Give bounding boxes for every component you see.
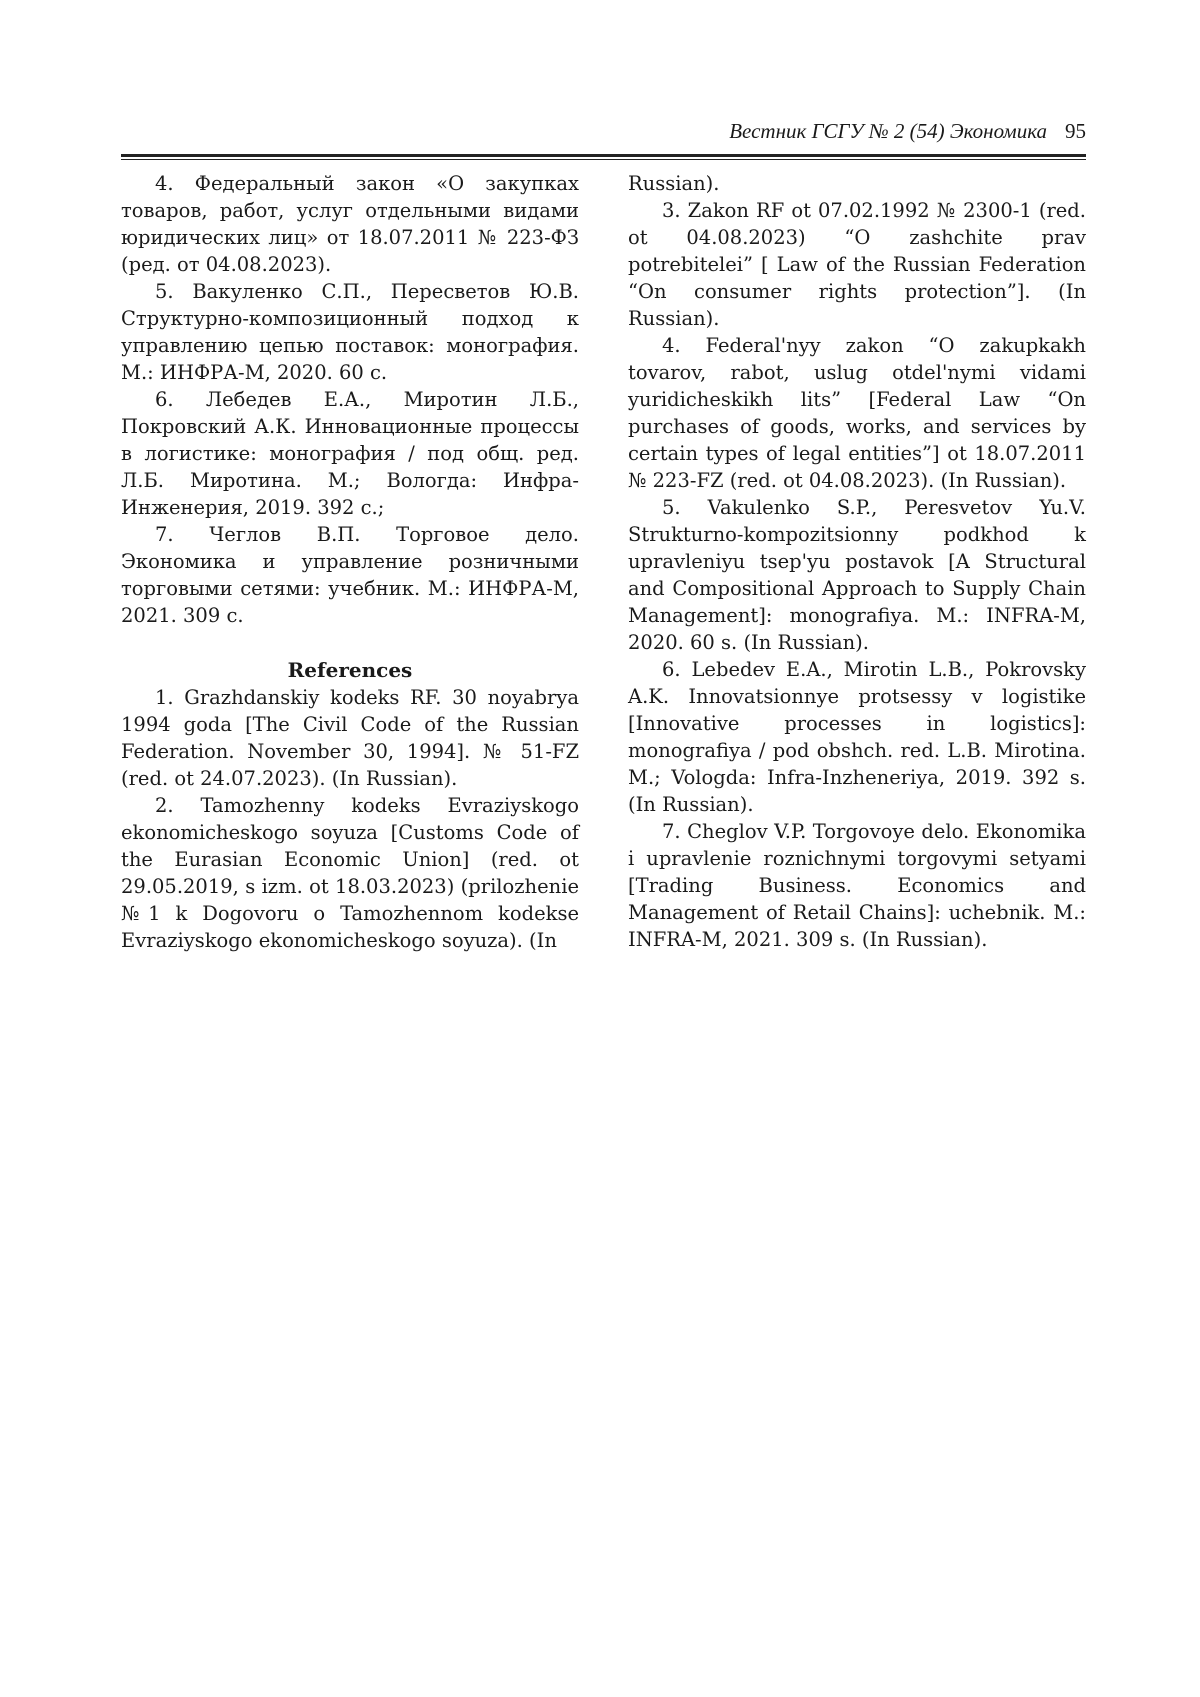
en-reference-3: 3. Zakon RF ot 07.02.1992 № 2300-1 (red. ot 04.08.2023) “O zashchite prav potrebitelei” [ Law of the Russian Federation “On consumer rights protection”]. (In Russian). <box>628 197 1086 332</box>
page-number: 95 <box>1065 119 1086 143</box>
en-reference-5: 5. Vakulenko S.P., Peresvetov Yu.V. Strukturno-kompozitsionny podkhod k upravleniyu tsep'yu postavok [A Structural and Compositional Approach to Supply Chain Management]: monografiya. M.: INFRA-M, 2020. 60 s. (In Russian). <box>628 494 1086 656</box>
ru-reference-4: 4. Федеральный закон «О закупках товаров, работ, услуг отдельными видами юридических лиц» от 18.07.2011 № 223-ФЗ (ред. от 04.08.2023). <box>121 170 579 278</box>
left-column <box>121 170 579 954</box>
en-reference-1: 1. Grazhdanskiy kodeks RF. 30 noyabrya 1994 goda [The Civil Code of the Russian Federation. November 30, 1994]. № 51-FZ (red. ot 24.07.2023). (In Russian). <box>121 684 579 792</box>
header-rule-thin <box>121 159 1086 160</box>
header-rule-thick <box>121 154 1086 157</box>
ru-reference-5: 5. Вакуленко С.П., Пересветов Ю.В. Структурно-композиционный подход к управлению цепью поставок: монография. М.: ИНФРА-М, 2020. 60 с. <box>121 278 579 386</box>
journal-title: Вестник ГСГУ № 2 (54) Экономика <box>729 119 1047 143</box>
ru-reference-7: 7. Чеглов В.П. Торговое дело. Экономика и управление розничными торговыми сетями: учебник. М.: ИНФРА-М, 2021. 309 с. <box>121 521 579 629</box>
en-reference-7: 7. Cheglov V.P. Torgovoye delo. Ekonomika i upravlenie roznichnymi torgovymi setyami [Trading Business. Economics and Management of Retail Chains]: uchebnik. M.: INFRA-M, 2021. 309 s. (In Russian). <box>628 818 1086 953</box>
en-reference-2-continuation: Russian). <box>628 170 1086 197</box>
ru-reference-6: 6. Лебедев Е.А., Миротин Л.Б., Покровский А.К. Инновационные процессы в логистике: монография / под общ. ред. Л.Б. Миротина. М.; Вологда: Инфра-Инженерия, 2019. 392 с.; <box>121 386 579 521</box>
en-reference-6: 6. Lebedev E.A., Mirotin L.B., Pokrovsky A.K. Innovatsionnye protsessy v logistike [Innovative processes in logistics]: monografiya / pod obshch. red. L.B. Mirotina. M.; Vologda: Infra-Inzheneriya, 2019. 392 s. (In Russian). <box>628 656 1086 818</box>
running-header <box>121 117 1086 145</box>
right-column <box>628 170 1086 953</box>
en-reference-2: 2. Tamozhenny kodeks Evraziyskogo ekonomicheskogo soyuza [Customs Code of the Eurasian Economic Union] (red. ot 29.05.2019, s izm. ot 18.03.2023) (prilozhenie №1 k Dogovoru o Tamozhennom kodekse Evraziyskogo ekonomicheskogo soyuza). (In <box>121 792 579 954</box>
en-reference-4: 4. Federal'nyy zakon “O zakupkakh tovarov, rabot, uslug otdel'nymi vidami yuridicheskikh lits” [Federal Law “On purchases of goods, works, and services by certain types of legal entities”] ot 18.07.2011 № 223-FZ (red. ot 04.08.2023). (In Russian). <box>628 332 1086 494</box>
references-heading: References <box>121 656 579 684</box>
